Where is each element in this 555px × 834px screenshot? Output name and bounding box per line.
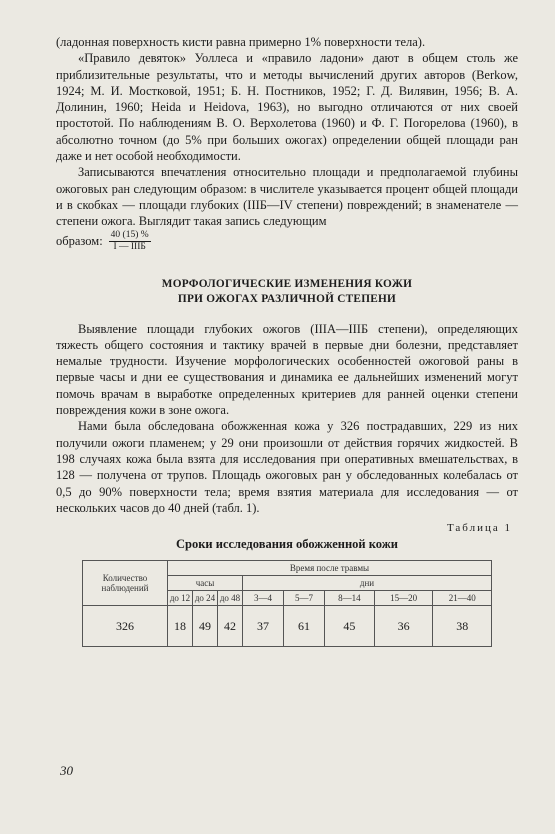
- section-heading-line2: ПРИ ОЖОГАХ РАЗЛИЧНОЙ СТЕПЕНИ: [177, 292, 397, 305]
- table-title: Сроки исследования обожженной кожи: [175, 537, 398, 552]
- formula-denominator: I — IIIБ: [113, 241, 146, 252]
- subheader-cell: до 12: [168, 591, 193, 606]
- header-days: дни: [243, 576, 492, 591]
- table-cell: 18: [168, 606, 193, 647]
- paragraph-study-material: Нами была обследована обожженная кожа у 326 пострадавших, 229 из них получили ожоги пламенем; у 29 они произошли от действия горячих жидкостей. В 198 случаях кожа была взята для исследования при оперативных вмешательствах, в 128 — получена от трупов. Площадь ожоговых ран у обследованных колебалась от 0,5 до 90% поверхности тела; время взятия материала для исследования — от нескольких часов до 40 дней (табл. 1).: [56, 419, 518, 515]
- subheader-cell: 15—20: [374, 591, 433, 606]
- formula-fraction: [109, 230, 151, 253]
- section-heading-line1: МОРФОЛОГИЧЕСКИЕ ИЗМЕНЕНИЯ КОЖИ: [161, 277, 413, 290]
- header-count: Количество наблюдений: [83, 561, 168, 606]
- subheader-cell: 5—7: [284, 591, 325, 606]
- section-heading: [56, 277, 518, 307]
- table-cell-total: 326: [83, 606, 168, 647]
- paragraph-notation: Записываются впечатления относительно площади и предполагаемой глубины ожоговых ран следующим образом: в числителе указывается процент общей площади и в скобках — площади глубоких (IIIБ—IV степени) повреждений; в знаменателе — степени ожога. Выглядит такая запись следующим: [56, 165, 518, 229]
- formula-numerator: 40 (15) %: [110, 229, 149, 240]
- table-cell: 38: [433, 606, 492, 647]
- subheader-cell: 3—4: [243, 591, 284, 606]
- paragraph-continuation: (ладонная поверхность кисти равна примерно 1% поверхности тела).: [56, 35, 426, 49]
- page-content: [56, 34, 518, 647]
- subheader-cell: 21—40: [433, 591, 492, 606]
- table-cell: 45: [325, 606, 375, 647]
- table-cell: 49: [193, 606, 218, 647]
- subheader-cell: до 24: [193, 591, 218, 606]
- data-table: [82, 560, 492, 647]
- header-time-after-injury: Время после травмы: [168, 561, 492, 576]
- table-cell: 42: [218, 606, 243, 647]
- notation-formula: [56, 230, 518, 253]
- table-cell: 37: [243, 606, 284, 647]
- formula-prefix: образом:: [56, 234, 103, 249]
- paragraph-rule-of-nines: «Правило девяток» Уоллеса и «правило ладони» дают в общем столь же приблизительные результаты, что и методы вычислений других авторов (Berkow, 1924; М. И. Мостковой, 1951; Б. Н. Постников, 1952; Г. Д. Вилявин, 1956; В. А. Долинин, 1960; Heida и Heidova, 1963), но выгодно отличаются от них своей простотой. По наблюдениям В. О. Верхолетова (1960) и Ф. Г. Погорелова (1960), в абсолютно точном (до 5% при больших ожогах) определении общей площади ран даже и нет особой необходимости.: [56, 51, 518, 164]
- table-cell: 36: [374, 606, 433, 647]
- page-number: 30: [60, 763, 73, 778]
- header-hours: часы: [168, 576, 243, 591]
- subheader-cell: 8—14: [325, 591, 375, 606]
- table-label: Таблица 1: [446, 522, 512, 535]
- paragraph-deep-burns: Выявление площади глубоких ожогов (IIIА—IIIБ степени), определяющих тяжесть общего состояния и тактику врачей в первые дни болезни, представляет немалые трудности. Изучение морфологических особенностей ожоговой раны в первые часы и дни ее существования и динамика ее дальнейших изменений могут помочь врачам в выработке определенных критериев для ранней оценки степени повреждения кожи в зоне ожога.: [56, 321, 518, 418]
- table-cell: 61: [284, 606, 325, 647]
- subheader-cell: до 48: [218, 591, 243, 606]
